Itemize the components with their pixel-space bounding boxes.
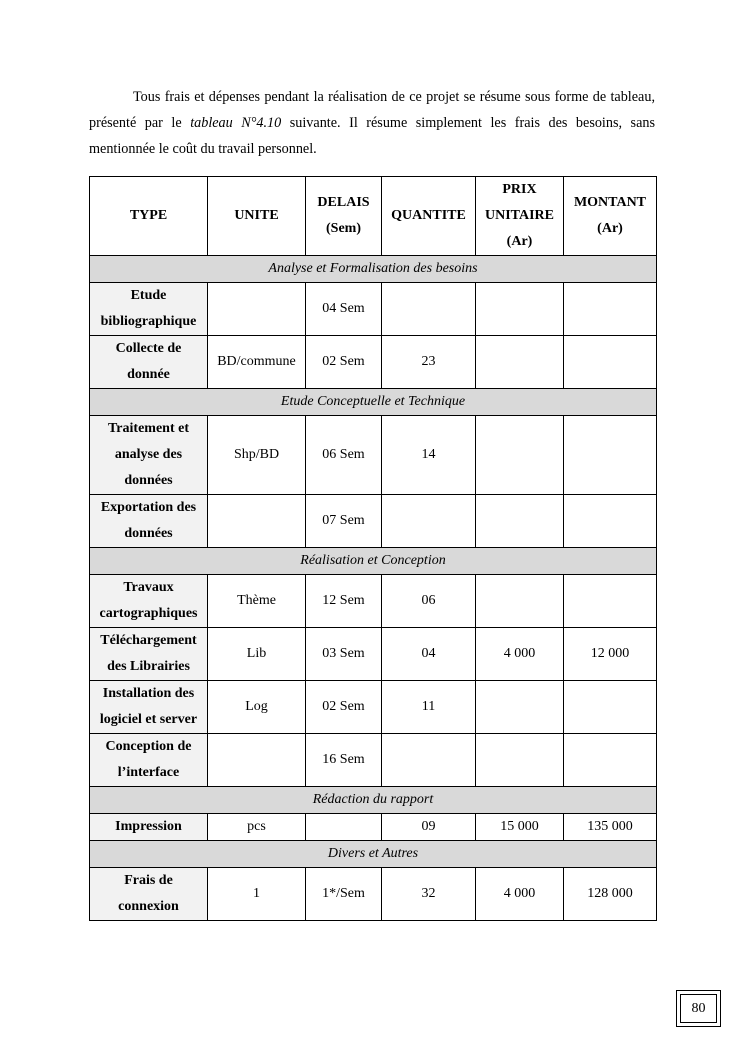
cell-prix: [476, 575, 564, 628]
page-number-box: [676, 990, 721, 1027]
category-label: Etude Conceptuelle et Technique: [90, 389, 657, 416]
table-row: [90, 628, 657, 681]
cell-delais: 07 Sem: [306, 495, 382, 548]
cell-prix: [476, 681, 564, 734]
header-delais: DELAIS (Sem): [306, 177, 382, 256]
header-row: [90, 177, 657, 256]
cell-delais: 06 Sem: [306, 416, 382, 495]
cell-quantite: 04: [382, 628, 476, 681]
cell-quantite: [382, 734, 476, 787]
category-row: [90, 548, 657, 575]
cell-type: Traitement et analyse des données: [90, 416, 208, 495]
cell-unite: 1: [208, 868, 306, 921]
cell-montant: [564, 283, 657, 336]
cell-unite: [208, 495, 306, 548]
header-prix-unitaire: PRIX UNITAIRE (Ar): [476, 177, 564, 256]
cell-montant: 135 000: [564, 814, 657, 841]
cell-delais: 1*/Sem: [306, 868, 382, 921]
intro-text-1: Tous frais et dépenses pendant la réalisation de ce projet se résume sous forme de tableau, présenté par le: [89, 89, 655, 131]
cell-type: Exportation des données: [90, 495, 208, 548]
table-row: [90, 416, 657, 495]
cell-prix: [476, 495, 564, 548]
cell-delais: 16 Sem: [306, 734, 382, 787]
intro-text-2: suivante. Il résume simplement les frais des besoins, sans mentionnée le coût du travail personnel.: [89, 115, 655, 157]
header-montant: MONTANT (Ar): [564, 177, 657, 256]
cell-type: Etude bibliographique: [90, 283, 208, 336]
cell-unite: [208, 283, 306, 336]
cell-montant: [564, 495, 657, 548]
page-number: 80: [680, 994, 717, 1023]
cell-prix: 15 000: [476, 814, 564, 841]
cell-delais: 12 Sem: [306, 575, 382, 628]
cell-prix: [476, 416, 564, 495]
table-row: [90, 575, 657, 628]
cell-unite: Lib: [208, 628, 306, 681]
table-row: [90, 681, 657, 734]
cell-type: Travaux cartographiques: [90, 575, 208, 628]
cell-delais: 04 Sem: [306, 283, 382, 336]
cell-montant: [564, 681, 657, 734]
cell-montant: [564, 416, 657, 495]
intro-paragraph: [89, 84, 655, 162]
table-row: [90, 283, 657, 336]
cell-unite: BD/commune: [208, 336, 306, 389]
cell-unite: Shp/BD: [208, 416, 306, 495]
header-unite: UNITE: [208, 177, 306, 256]
cell-montant: [564, 575, 657, 628]
cell-type: Collecte de donnée: [90, 336, 208, 389]
table-row: [90, 868, 657, 921]
cell-quantite: 09: [382, 814, 476, 841]
table-body: [90, 256, 657, 921]
category-label: Divers et Autres: [90, 841, 657, 868]
cell-quantite: 23: [382, 336, 476, 389]
cell-quantite: 14: [382, 416, 476, 495]
category-row: [90, 256, 657, 283]
cell-montant: [564, 734, 657, 787]
cell-montant: 128 000: [564, 868, 657, 921]
category-row: [90, 841, 657, 868]
cell-quantite: 06: [382, 575, 476, 628]
cell-quantite: 11: [382, 681, 476, 734]
category-row: [90, 787, 657, 814]
cell-prix: 4 000: [476, 868, 564, 921]
cell-delais: 02 Sem: [306, 681, 382, 734]
cell-montant: 12 000: [564, 628, 657, 681]
cell-quantite: [382, 283, 476, 336]
cell-delais: 03 Sem: [306, 628, 382, 681]
cell-unite: pcs: [208, 814, 306, 841]
table-row: [90, 734, 657, 787]
cell-prix: [476, 336, 564, 389]
category-label: Réalisation et Conception: [90, 548, 657, 575]
category-label: Analyse et Formalisation des besoins: [90, 256, 657, 283]
category-row: [90, 389, 657, 416]
cost-table: [89, 176, 657, 921]
cell-unite: [208, 734, 306, 787]
cell-unite: Log: [208, 681, 306, 734]
category-label: Rédaction du rapport: [90, 787, 657, 814]
cell-prix: 4 000: [476, 628, 564, 681]
table-row: [90, 495, 657, 548]
cell-type: Conception de l’interface: [90, 734, 208, 787]
cell-type: Impression: [90, 814, 208, 841]
header-type: TYPE: [90, 177, 208, 256]
cell-type: Téléchargement des Librairies: [90, 628, 208, 681]
table-row: [90, 336, 657, 389]
cell-unite: Thème: [208, 575, 306, 628]
cell-delais: [306, 814, 382, 841]
cell-prix: [476, 283, 564, 336]
cell-montant: [564, 336, 657, 389]
table-row: [90, 814, 657, 841]
cell-type: Installation des logiciel et server: [90, 681, 208, 734]
cell-quantite: [382, 495, 476, 548]
cell-delais: 02 Sem: [306, 336, 382, 389]
cell-prix: [476, 734, 564, 787]
header-quantite: QUANTITE: [382, 177, 476, 256]
table-reference: tableau N°4.10: [190, 115, 282, 131]
cell-type: Frais de connexion: [90, 868, 208, 921]
cell-quantite: 32: [382, 868, 476, 921]
